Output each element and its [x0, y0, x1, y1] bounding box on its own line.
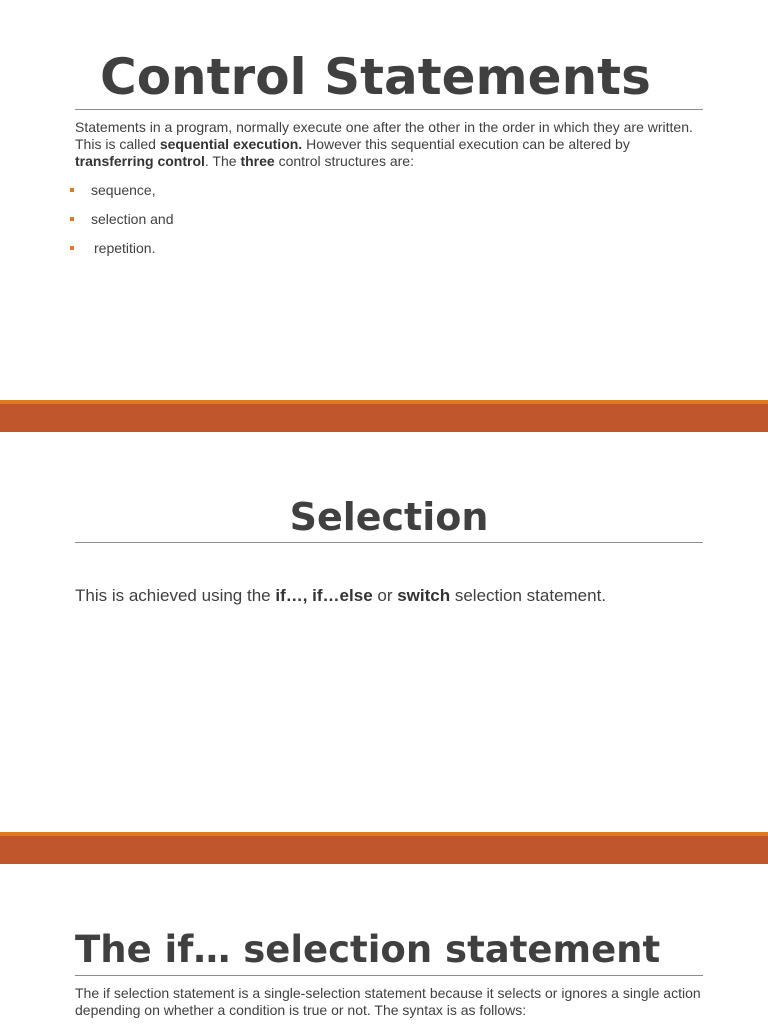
para-bold-if: if…, if…else	[275, 586, 373, 605]
title-underline	[75, 542, 703, 543]
slide-separator	[0, 400, 768, 432]
intro-paragraph	[75, 119, 705, 170]
selection-paragraph	[75, 585, 705, 607]
title-underline	[75, 109, 703, 110]
slide-selection	[0, 432, 768, 832]
if-paragraph: The if selection statement is a single-selection statement because it selects or ignores a single action depending on whether a condition is true or not. The syntax is as follows:	[75, 985, 701, 1018]
slide-if-selection	[0, 864, 768, 1024]
para-text-1: This is achieved using the	[75, 586, 276, 605]
bullet-icon	[70, 246, 74, 250]
slide-title: Selection	[289, 495, 489, 539]
bullet-icon	[70, 217, 74, 221]
para-bold-three: three	[240, 153, 275, 169]
para-text-1: Statements in a program, normally execute one after the other in the order in which they are written. This is called	[75, 119, 693, 152]
para-text-2: or	[372, 586, 398, 605]
separator-stripe	[0, 400, 768, 404]
para-bold-sequential: sequential execution.	[159, 136, 303, 152]
para-bold-transferring: transferring control	[75, 153, 205, 169]
para-text-3: . The	[204, 153, 241, 169]
slide-control-statements	[0, 0, 768, 400]
slide-title: The if… selection statement	[75, 928, 661, 971]
para-text-3: selection statement.	[450, 586, 607, 605]
slide-title: Control Statements	[100, 48, 651, 106]
para-text-2: However this sequential execution can be altered by	[302, 136, 630, 152]
list-item-label: sequence,	[91, 182, 156, 198]
para-text-4: control structures are:	[274, 153, 414, 169]
list-item-label: selection and	[91, 211, 174, 227]
bullet-icon	[70, 188, 74, 192]
list-item-label: repetition.	[94, 240, 156, 256]
separator-stripe	[0, 832, 768, 836]
title-underline	[75, 975, 703, 976]
para-bold-switch: switch	[397, 586, 451, 605]
slide-separator	[0, 832, 768, 864]
